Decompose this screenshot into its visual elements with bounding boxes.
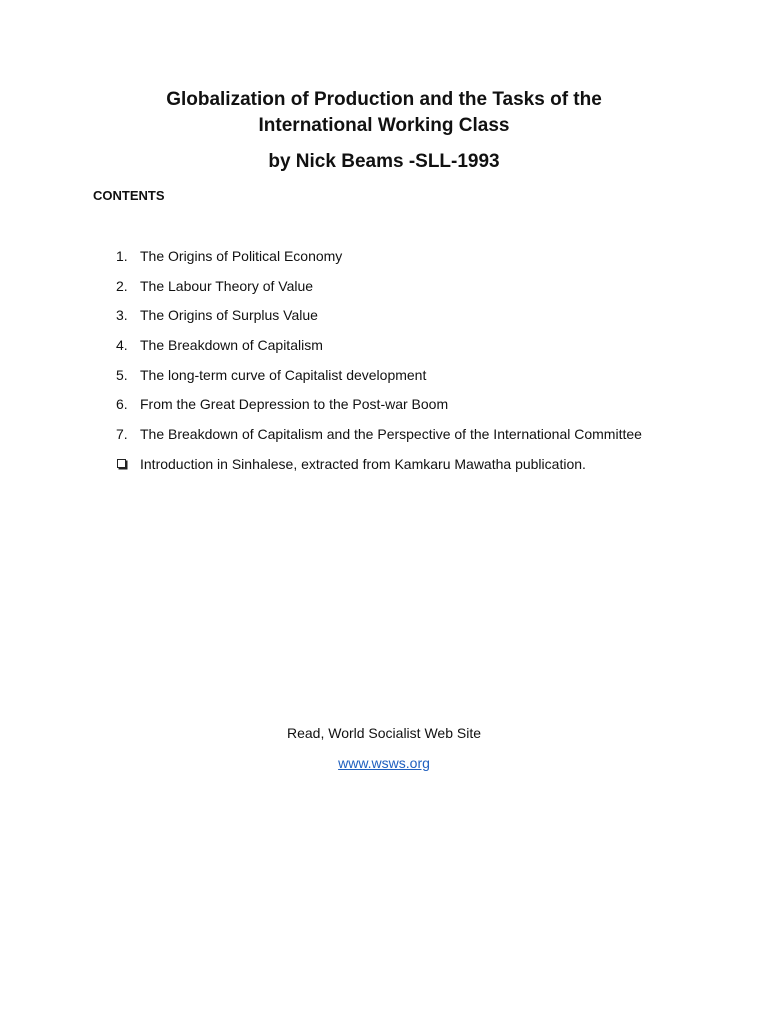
toc-item-label: The Breakdown of Capitalism and the Perspective of the International Committee [140,426,642,442]
title-line-2: International Working Class [258,115,510,136]
checkbox-bullet-icon [117,459,126,468]
toc-number: 1. [116,248,128,264]
toc-number: 4. [116,337,128,353]
document-title [0,87,768,139]
toc-item-label: The Labour Theory of Value [140,278,314,294]
toc-item-label: From the Great Depression to the Post-war Boom [140,396,449,412]
title-line-1: Globalization of Production and the Tasks of the [166,89,602,110]
footer-read-text: Read, World Socialist Web Site [286,725,481,741]
toc-item-label: The Origins of Political Economy [140,248,343,264]
toc-item-label: The long-term curve of Capitalist development [140,367,427,383]
toc-item-label: The Origins of Surplus Value [140,307,318,323]
toc-number: 2. [116,278,128,294]
toc-item-label: The Breakdown of Capitalism [140,337,323,353]
contents-heading: CONTENTS [93,188,165,203]
wsws-link[interactable]: www.wsws.org [338,755,430,771]
toc-number: 7. [116,426,128,442]
toc-number: 3. [116,307,128,323]
toc-number: 5. [116,367,128,383]
footer-link-container [0,754,768,772]
author-byline: by Nick Beams -SLL-1993 [268,151,500,172]
toc-item-label: Introduction in Sinhalese, extracted from Kamkaru Mawatha publication. [140,456,586,472]
toc-number: 6. [116,396,128,412]
